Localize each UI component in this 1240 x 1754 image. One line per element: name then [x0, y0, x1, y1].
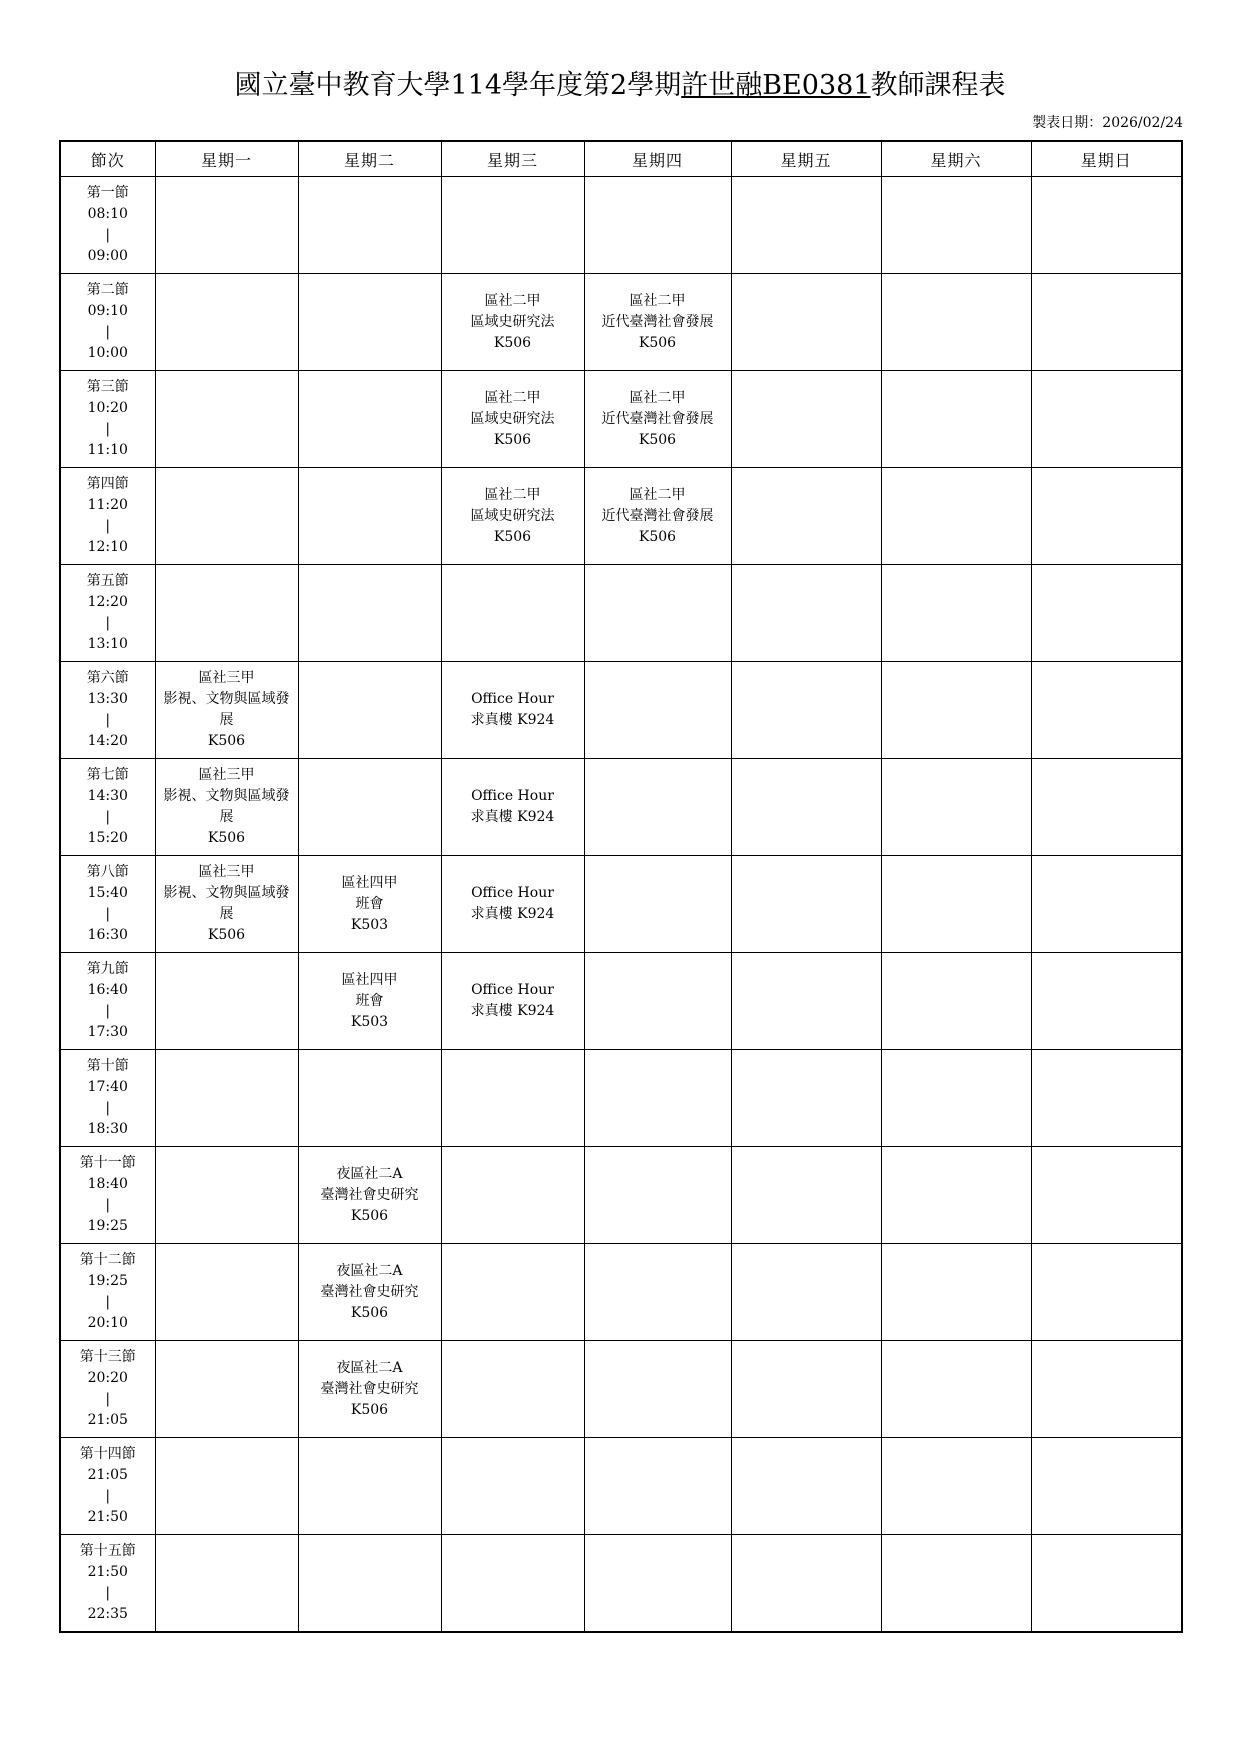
- period-sep: |: [105, 1100, 111, 1116]
- slot-cell: [155, 565, 298, 662]
- slot-cell: [584, 1244, 731, 1341]
- table-row: [60, 371, 1182, 468]
- slot-cell: [1031, 856, 1182, 953]
- slot-cell: [441, 565, 584, 662]
- course-name: 影視、文物與區域發展: [163, 788, 290, 825]
- slot-cell: [731, 1147, 881, 1244]
- course-class: 區社二甲: [484, 389, 541, 406]
- slot-cell: [1031, 468, 1182, 565]
- course-cell: [441, 856, 584, 953]
- course-cell: [298, 856, 441, 953]
- period-start: 11:20: [87, 497, 128, 513]
- period-sep: |: [105, 1585, 111, 1601]
- slot-cell: [881, 1341, 1031, 1438]
- title-suffix: 教師課程表: [870, 70, 1006, 101]
- slot-cell: [441, 1147, 584, 1244]
- period-end: 17:30: [87, 1024, 128, 1040]
- slot-cell: [584, 856, 731, 953]
- period-end: 21:05: [87, 1412, 128, 1428]
- course-cell: [441, 759, 584, 856]
- period-cell: [60, 1535, 155, 1633]
- period-sep: |: [105, 1294, 111, 1310]
- course-class: 區社二甲: [629, 292, 686, 309]
- period-sep: |: [105, 324, 111, 340]
- period-cell: [60, 468, 155, 565]
- course-name: 近代臺灣社會發展: [601, 507, 714, 524]
- slot-cell: [731, 371, 881, 468]
- slot-cell: [441, 1244, 584, 1341]
- period-start: 19:25: [87, 1273, 128, 1289]
- slot-cell: [881, 856, 1031, 953]
- period-end: 22:35: [87, 1606, 128, 1622]
- slot-cell: [731, 856, 881, 953]
- slot-cell: [731, 565, 881, 662]
- table-row: [60, 177, 1182, 274]
- course-name: 班會: [355, 992, 384, 1009]
- period-sep: |: [105, 1391, 111, 1407]
- slot-cell: [1031, 662, 1182, 759]
- period-end: 20:10: [87, 1315, 128, 1331]
- slot-cell: [731, 1244, 881, 1341]
- course-name: 臺灣社會史研究: [320, 1186, 419, 1203]
- period-end: 13:10: [87, 636, 128, 652]
- period-name: 第九節: [86, 961, 129, 977]
- slot-cell: [1031, 1438, 1182, 1535]
- period-cell: [60, 1147, 155, 1244]
- course-room: K506: [638, 431, 677, 448]
- period-sep: |: [105, 421, 111, 437]
- period-sep: |: [105, 1003, 111, 1019]
- course-name: 臺灣社會史研究: [320, 1283, 419, 1300]
- course-room: K506: [638, 528, 677, 545]
- course-cell: [298, 1244, 441, 1341]
- period-end: 12:10: [87, 539, 128, 555]
- slot-cell: [441, 1535, 584, 1633]
- period-end: 09:00: [87, 248, 128, 264]
- period-sep: |: [105, 809, 111, 825]
- course-room: K506: [493, 334, 532, 351]
- course-room: K506: [493, 528, 532, 545]
- period-cell: [60, 1244, 155, 1341]
- slot-cell: [731, 274, 881, 371]
- slot-cell: [1031, 1341, 1182, 1438]
- course-room: K506: [350, 1207, 389, 1224]
- slot-cell: [881, 1535, 1031, 1633]
- slot-cell: [881, 1244, 1031, 1341]
- table-row: [60, 274, 1182, 371]
- slot-cell: [584, 953, 731, 1050]
- header-day-fri: 星期五: [731, 141, 881, 177]
- period-sep: |: [105, 712, 111, 728]
- course-room: K506: [207, 733, 246, 749]
- slot-cell: [731, 177, 881, 274]
- slot-cell: [298, 274, 441, 371]
- course-class: 夜區社二A: [336, 1262, 403, 1279]
- header-day-sat: 星期六: [881, 141, 1031, 177]
- period-sep: |: [105, 1197, 111, 1213]
- slot-cell: [584, 177, 731, 274]
- period-name: 第八節: [86, 864, 129, 880]
- period-start: 12:20: [87, 594, 128, 610]
- course-name: Office Hour: [471, 788, 554, 804]
- course-room: 求真樓 K924: [470, 712, 555, 728]
- period-sep: |: [105, 615, 111, 631]
- course-room: 求真樓 K924: [470, 1003, 555, 1019]
- period-start: 13:30: [87, 691, 128, 707]
- course-class: 區社二甲: [484, 486, 541, 503]
- slot-cell: [155, 1050, 298, 1147]
- slot-cell: [298, 1535, 441, 1633]
- slot-cell: [881, 565, 1031, 662]
- period-name: 第二節: [86, 282, 129, 298]
- course-cell: [441, 662, 584, 759]
- slot-cell: [1031, 371, 1182, 468]
- slot-cell: [1031, 1147, 1182, 1244]
- period-name: 第三節: [86, 379, 129, 395]
- header-day-mon: 星期一: [155, 141, 298, 177]
- period-end: 16:30: [87, 927, 128, 943]
- slot-cell: [584, 1438, 731, 1535]
- course-room: K506: [493, 431, 532, 448]
- table-row: [60, 1535, 1182, 1633]
- period-start: 10:20: [87, 400, 128, 416]
- course-name: 區域史研究法: [470, 410, 555, 427]
- period-name: 第六節: [86, 670, 129, 686]
- course-name: 班會: [355, 895, 384, 912]
- slot-cell: [881, 759, 1031, 856]
- table-row: [60, 1438, 1182, 1535]
- slot-cell: [298, 662, 441, 759]
- period-end: 18:30: [87, 1121, 128, 1137]
- course-name: 近代臺灣社會發展: [601, 410, 714, 427]
- slot-cell: [881, 662, 1031, 759]
- table-row: [60, 1050, 1182, 1147]
- course-room: K506: [350, 1304, 389, 1321]
- period-end: 11:10: [87, 442, 128, 458]
- course-name: 影視、文物與區域發展: [163, 885, 290, 922]
- period-sep: |: [105, 1488, 111, 1504]
- header-period: 節次: [60, 141, 155, 177]
- period-sep: |: [105, 227, 111, 243]
- period-cell: [60, 371, 155, 468]
- header-row: [60, 141, 1182, 177]
- slot-cell: [881, 1050, 1031, 1147]
- slot-cell: [155, 468, 298, 565]
- period-cell: [60, 177, 155, 274]
- slot-cell: [155, 371, 298, 468]
- course-room: K506: [638, 334, 677, 351]
- course-cell: [298, 1341, 441, 1438]
- slot-cell: [731, 1341, 881, 1438]
- period-cell: [60, 1050, 155, 1147]
- course-name: 影視、文物與區域發展: [163, 691, 290, 728]
- course-cell: [584, 274, 731, 371]
- course-cell: [155, 662, 298, 759]
- slot-cell: [441, 177, 584, 274]
- slot-cell: [155, 1244, 298, 1341]
- slot-cell: [731, 953, 881, 1050]
- schedule-table: [59, 140, 1183, 1633]
- period-cell: [60, 565, 155, 662]
- slot-cell: [298, 1438, 441, 1535]
- slot-cell: [1031, 1535, 1182, 1633]
- slot-cell: [881, 274, 1031, 371]
- title-teacher: 許世融BE0381: [681, 70, 871, 101]
- made-date: 製表日期：2026/02/24: [1032, 115, 1183, 131]
- period-end: 10:00: [87, 345, 128, 361]
- slot-cell: [584, 662, 731, 759]
- period-start: 21:50: [87, 1564, 128, 1580]
- period-start: 15:40: [87, 885, 128, 901]
- header-day-thu: 星期四: [584, 141, 731, 177]
- period-end: 14:20: [87, 733, 128, 749]
- slot-cell: [298, 177, 441, 274]
- slot-cell: [155, 1438, 298, 1535]
- course-class: 區社三甲: [198, 670, 255, 686]
- table-row: [60, 662, 1182, 759]
- table-row: [60, 468, 1182, 565]
- slot-cell: [1031, 274, 1182, 371]
- period-name: 第七節: [86, 767, 129, 783]
- period-cell: [60, 1438, 155, 1535]
- slot-cell: [881, 1147, 1031, 1244]
- slot-cell: [1031, 565, 1182, 662]
- period-name: 第十五節: [79, 1543, 136, 1559]
- course-class: 區社四甲: [341, 874, 398, 891]
- slot-cell: [298, 1050, 441, 1147]
- slot-cell: [881, 371, 1031, 468]
- slot-cell: [584, 565, 731, 662]
- course-cell: [441, 468, 584, 565]
- slot-cell: [881, 468, 1031, 565]
- slot-cell: [1031, 1244, 1182, 1341]
- header-day-sun: 星期日: [1031, 141, 1182, 177]
- course-cell: [155, 759, 298, 856]
- course-room: K506: [350, 1401, 389, 1418]
- course-class: 區社二甲: [484, 292, 541, 309]
- page-title: [0, 66, 1240, 106]
- table-row: [60, 1147, 1182, 1244]
- course-class: 區社三甲: [198, 767, 255, 783]
- slot-cell: [584, 1147, 731, 1244]
- period-name: 第十節: [86, 1058, 129, 1074]
- period-start: 17:40: [87, 1079, 128, 1095]
- course-name: 區域史研究法: [470, 313, 555, 330]
- course-class: 區社三甲: [198, 864, 255, 880]
- course-name: 臺灣社會史研究: [320, 1380, 419, 1397]
- slot-cell: [441, 1341, 584, 1438]
- slot-cell: [155, 1341, 298, 1438]
- slot-cell: [298, 565, 441, 662]
- course-cell: [441, 953, 584, 1050]
- slot-cell: [731, 468, 881, 565]
- slot-cell: [731, 662, 881, 759]
- header-day-tue: 星期二: [298, 141, 441, 177]
- course-name: 區域史研究法: [470, 507, 555, 524]
- course-class: 區社二甲: [629, 486, 686, 503]
- course-room: K506: [207, 927, 246, 943]
- period-name: 第十三節: [79, 1349, 136, 1365]
- course-cell: [584, 468, 731, 565]
- course-cell: [298, 1147, 441, 1244]
- slot-cell: [584, 759, 731, 856]
- period-name: 第一節: [86, 185, 129, 201]
- period-cell: [60, 662, 155, 759]
- slot-cell: [1031, 1050, 1182, 1147]
- slot-cell: [731, 759, 881, 856]
- table-row: [60, 1244, 1182, 1341]
- slot-cell: [1031, 759, 1182, 856]
- slot-cell: [155, 1147, 298, 1244]
- course-cell: [441, 371, 584, 468]
- course-name: Office Hour: [471, 885, 554, 901]
- period-start: 16:40: [87, 982, 128, 998]
- period-name: 第十一節: [79, 1155, 136, 1171]
- slot-cell: [881, 1438, 1031, 1535]
- table-row: [60, 856, 1182, 953]
- period-name: 第五節: [86, 573, 129, 589]
- period-start: 14:30: [87, 788, 128, 804]
- period-end: 15:20: [87, 830, 128, 846]
- table-row: [60, 565, 1182, 662]
- slot-cell: [881, 953, 1031, 1050]
- course-room: K503: [350, 916, 389, 933]
- course-cell: [298, 953, 441, 1050]
- slot-cell: [584, 1050, 731, 1147]
- period-cell: [60, 1341, 155, 1438]
- slot-cell: [441, 1050, 584, 1147]
- slot-cell: [155, 953, 298, 1050]
- course-cell: [441, 274, 584, 371]
- table-row: [60, 759, 1182, 856]
- period-cell: [60, 856, 155, 953]
- slot-cell: [731, 1535, 881, 1633]
- period-sep: |: [105, 518, 111, 534]
- table-row: [60, 1341, 1182, 1438]
- slot-cell: [881, 177, 1031, 274]
- slot-cell: [441, 1438, 584, 1535]
- period-start: 09:10: [87, 303, 128, 319]
- period-start: 18:40: [87, 1176, 128, 1192]
- period-cell: [60, 274, 155, 371]
- course-room: K506: [207, 830, 246, 846]
- period-start: 20:20: [87, 1370, 128, 1386]
- course-class: 區社二甲: [629, 389, 686, 406]
- course-cell: [155, 856, 298, 953]
- slot-cell: [584, 1535, 731, 1633]
- course-cell: [584, 371, 731, 468]
- header-day-wed: 星期三: [441, 141, 584, 177]
- period-name: 第十四節: [79, 1446, 136, 1462]
- slot-cell: [298, 759, 441, 856]
- period-name: 第十二節: [79, 1252, 136, 1268]
- period-sep: |: [105, 906, 111, 922]
- course-class: 區社四甲: [341, 971, 398, 988]
- slot-cell: [731, 1438, 881, 1535]
- slot-cell: [584, 1341, 731, 1438]
- period-start: 21:05: [87, 1467, 128, 1483]
- table-row: [60, 953, 1182, 1050]
- period-end: 21:50: [87, 1509, 128, 1525]
- slot-cell: [1031, 953, 1182, 1050]
- course-name: 近代臺灣社會發展: [601, 313, 714, 330]
- period-cell: [60, 759, 155, 856]
- slot-cell: [155, 1535, 298, 1633]
- course-class: 夜區社二A: [336, 1359, 403, 1376]
- course-name: Office Hour: [471, 691, 554, 707]
- slot-cell: [731, 1050, 881, 1147]
- period-name: 第四節: [86, 476, 129, 492]
- course-name: Office Hour: [471, 982, 554, 998]
- slot-cell: [155, 274, 298, 371]
- title-prefix: 國立臺中教育大學114學年度第2學期: [234, 70, 682, 101]
- course-room: 求真樓 K924: [470, 906, 555, 922]
- period-start: 08:10: [87, 206, 128, 222]
- period-end: 19:25: [87, 1218, 128, 1234]
- slot-cell: [298, 371, 441, 468]
- slot-cell: [1031, 177, 1182, 274]
- slot-cell: [298, 468, 441, 565]
- course-room: K503: [350, 1013, 389, 1030]
- course-class: 夜區社二A: [336, 1165, 403, 1182]
- slot-cell: [155, 177, 298, 274]
- course-room: 求真樓 K924: [470, 809, 555, 825]
- period-cell: [60, 953, 155, 1050]
